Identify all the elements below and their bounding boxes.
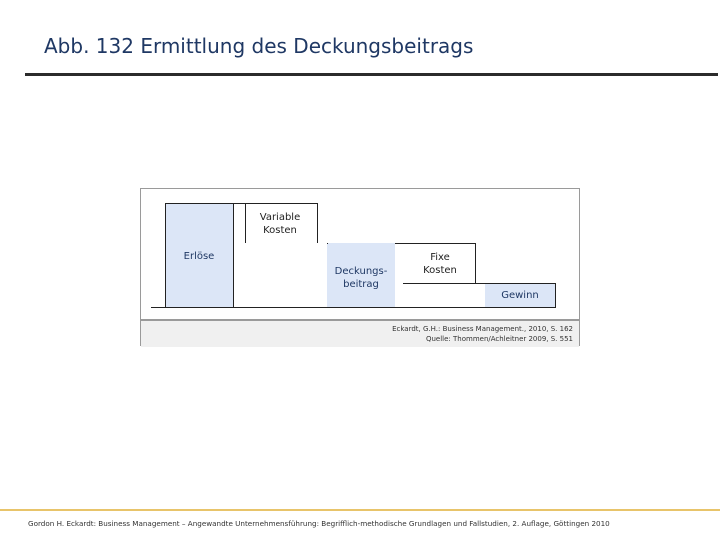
footer-citation: Gordon H. Eckardt: Business Management – Angewandte Unternehmensführung: Begrifflich-methodische Grundlagen und Fallstudien, 2. Auflage, Göttingen 2010 <box>28 519 610 528</box>
erloese-label: Erlöse <box>183 251 215 262</box>
page-title: Abb. 132 Ermittlung des Deckungsbeitrags <box>44 34 474 58</box>
gewinn-label: Gewinn <box>501 290 539 301</box>
source-band <box>141 319 579 347</box>
fixe-kosten-right-edge <box>475 243 476 283</box>
footer-divider <box>0 509 720 511</box>
deckungsbeitrag-label-2: beitrag <box>343 279 379 290</box>
variable-kosten-left-edge <box>245 203 246 243</box>
erloese-box-right <box>233 203 234 308</box>
deckungsbeitrag-label-1: Deckungs- <box>334 266 388 277</box>
variable-kosten-right-edge <box>317 203 318 243</box>
gewinn-top <box>475 283 555 284</box>
deckungsbeitrag-top <box>327 243 328 244</box>
fixe-kosten-label-2: Kosten <box>423 265 457 276</box>
variable-kosten-label-1: Variable <box>259 212 301 223</box>
title-divider <box>25 73 718 76</box>
gewinn-right-edge <box>555 283 556 308</box>
source-line-2: Quelle: Thommen/Achleitner 2009, S. 551 <box>425 335 573 343</box>
contribution-margin-diagram <box>140 188 580 346</box>
fixe-kosten-bottom <box>403 283 475 284</box>
fixe-kosten-label-1: Fixe <box>430 252 450 263</box>
variable-kosten-label-2: Kosten <box>263 225 297 236</box>
erloese-box-top <box>165 203 233 204</box>
fixe-kosten-top <box>395 243 475 244</box>
baseline <box>151 307 555 308</box>
source-line-1: Eckardt, G.H.: Business Management., 2010, S. 162 <box>392 325 573 333</box>
